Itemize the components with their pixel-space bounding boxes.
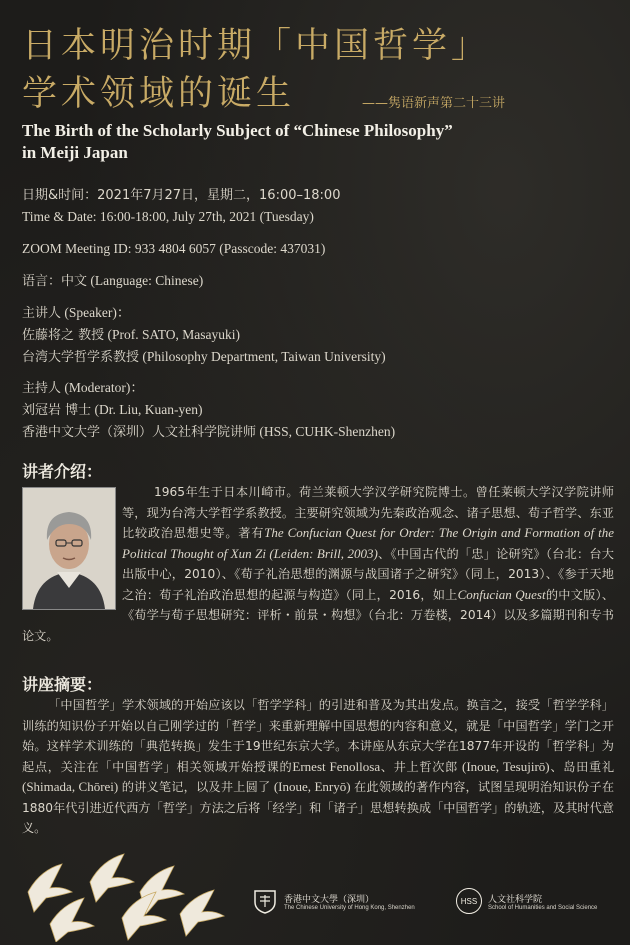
bio-text-1: 1965年生于日本川崎市。荷兰莱顿大学汉学研究院博士。曾任莱顿大学汉学院讲师等，现为台湾大学哲学系教授。主要研究领域为先秦政治观念、诸子思想、荀子哲学、东亚比较政治思想史等。著有 — [122, 485, 614, 540]
hss-logo — [456, 888, 597, 914]
moderator-head-en: (Moderator)： — [61, 380, 144, 395]
language — [22, 270, 203, 292]
speaker-affil-zh: 台湾大学哲学系教授 — [22, 350, 140, 365]
speaker-block — [22, 302, 386, 368]
abstract-name-fenollosa: Ernest Fenollosa — [292, 758, 381, 774]
moderator-name-zh: 刘冠岩 博士 — [22, 403, 92, 418]
title-zh-line1: 日本明治时期「中国哲学」 — [22, 26, 491, 66]
abstract-text-1: 「中国哲学」学术领域的开始应该以「哲学学科」的引进和普及为其出发点。换言之，接受「哲学学科」训练的知识份子开始以自己刚学过的「哲学」来重新理解中国思想的内容和意义，就是「中国哲学」学门之开始。这样学术训练的「典范转换」发生于19世纪东京大学。本讲座从东京大学在1877年开设的「哲学科」为起点，关注在「中国哲学」相关领域开始授课的 — [22, 698, 614, 774]
bio-heading: 讲者介绍： — [22, 462, 103, 481]
abstract-name-inoue-t: (Inoue, Tesujirō) — [458, 758, 550, 774]
moderator-affil-en: (HSS, CUHK-Shenzhen) — [256, 424, 396, 439]
speaker-head-zh: 主讲人 — [22, 306, 62, 321]
cuhk-name-zh: 香港中文大學（深圳） — [284, 894, 375, 905]
cuhk-crest-icon — [252, 888, 278, 914]
abstract-name-shimada: (Shimada, Chōrei) — [22, 779, 122, 794]
language-en: (Language: Chinese) — [87, 273, 204, 288]
cranes-decoration-icon — [10, 852, 230, 942]
abstract-text-4: 的讲义笔记，以及井上圆了 — [121, 780, 271, 794]
speaker-name-en: (Prof. SATO, Masayuki) — [104, 327, 241, 342]
moderator-block — [22, 377, 395, 443]
speaker-name-zh: 佐藤将之 教授 — [22, 328, 105, 343]
date-zh: 日期&时间：2021年7月27日，星期二，16:00–18:00 — [22, 188, 341, 203]
abstract-text-3: 、岛田重礼 — [549, 759, 615, 774]
abstract-heading: 讲座摘要： — [22, 675, 103, 694]
bio-book-title-1: The Confucian Quest for Order: The Origin and Formation of the Political Thought of Xun Zi (Leiden: Brill, 2003) — [122, 525, 614, 561]
hss-mark: HSS — [456, 888, 482, 914]
date-en: Time & Date: 16:00-18:00, July 27th, 2021 (Tuesday) — [22, 209, 314, 224]
moderator-affil-zh: 香港中文大学（深圳）人文社科学院讲师 — [22, 425, 257, 440]
speaker-affil-en: (Philosophy Department, Taiwan University) — [139, 349, 386, 364]
cuhk-sz-logo — [252, 888, 415, 914]
lecture-abstract — [22, 695, 614, 839]
moderator-head-zh: 主持人 — [22, 381, 62, 396]
abstract-text-2: 、井上哲次郎 — [380, 759, 459, 774]
event-datetime — [22, 185, 340, 227]
bio-text-3: 的中文版）、《荀学与荀子思想研究：评析・前景・构想》（台北：万卷楼，2014）以及多篇期刊和专书论文。 — [22, 587, 615, 643]
bio-book-title-2: Confucian Quest — [457, 586, 546, 602]
hss-name-en: School of Humanities and Social Science — [488, 904, 598, 911]
cuhk-name-en: The Chinese University of Hong Kong, Shenzhen — [284, 904, 415, 911]
title-en-line2: in Meiji Japan — [22, 143, 128, 162]
abstract-text-5: 在此领域的著作内容，试图呈现明治知识份子在1880年代引进近代西方「哲学」方法之后将「经学」和「诸子」思想转换成「中国哲学」的轨迹，及其时代意义。 — [22, 780, 615, 835]
bio-text-2: 、《中国古代的「忠」论研究》（台北：台大出版中心，2010）、《荀子礼治思想的渊源与战国诸子之研究》（同上，2013）、《参于天地之治：荀子礼治政治思想的起源与构造》（同上，2016，如上 — [122, 546, 614, 602]
moderator-name-en: (Dr. Liu, Kuan-yen) — [91, 402, 203, 417]
abstract-name-inoue-e: (Inoue, Enryō) — [270, 779, 355, 794]
title-zh-line2: 学术领域的诞生 — [22, 74, 296, 114]
zoom-id: ZOOM Meeting ID: 933 4804 6057 (Passcode: 437031) — [22, 241, 326, 256]
title-en-line1: The Birth of the Scholarly Subject of “Chinese Philosophy” — [22, 121, 453, 140]
speaker-bio — [22, 482, 614, 646]
series-label: ——隽语新声第二十三讲 — [362, 96, 506, 111]
hss-name-zh: 人文社科学院 — [488, 894, 543, 905]
title-en — [22, 120, 582, 164]
speaker-head-en: (Speaker)： — [61, 305, 131, 320]
language-zh: 语言：中文 — [22, 274, 88, 289]
